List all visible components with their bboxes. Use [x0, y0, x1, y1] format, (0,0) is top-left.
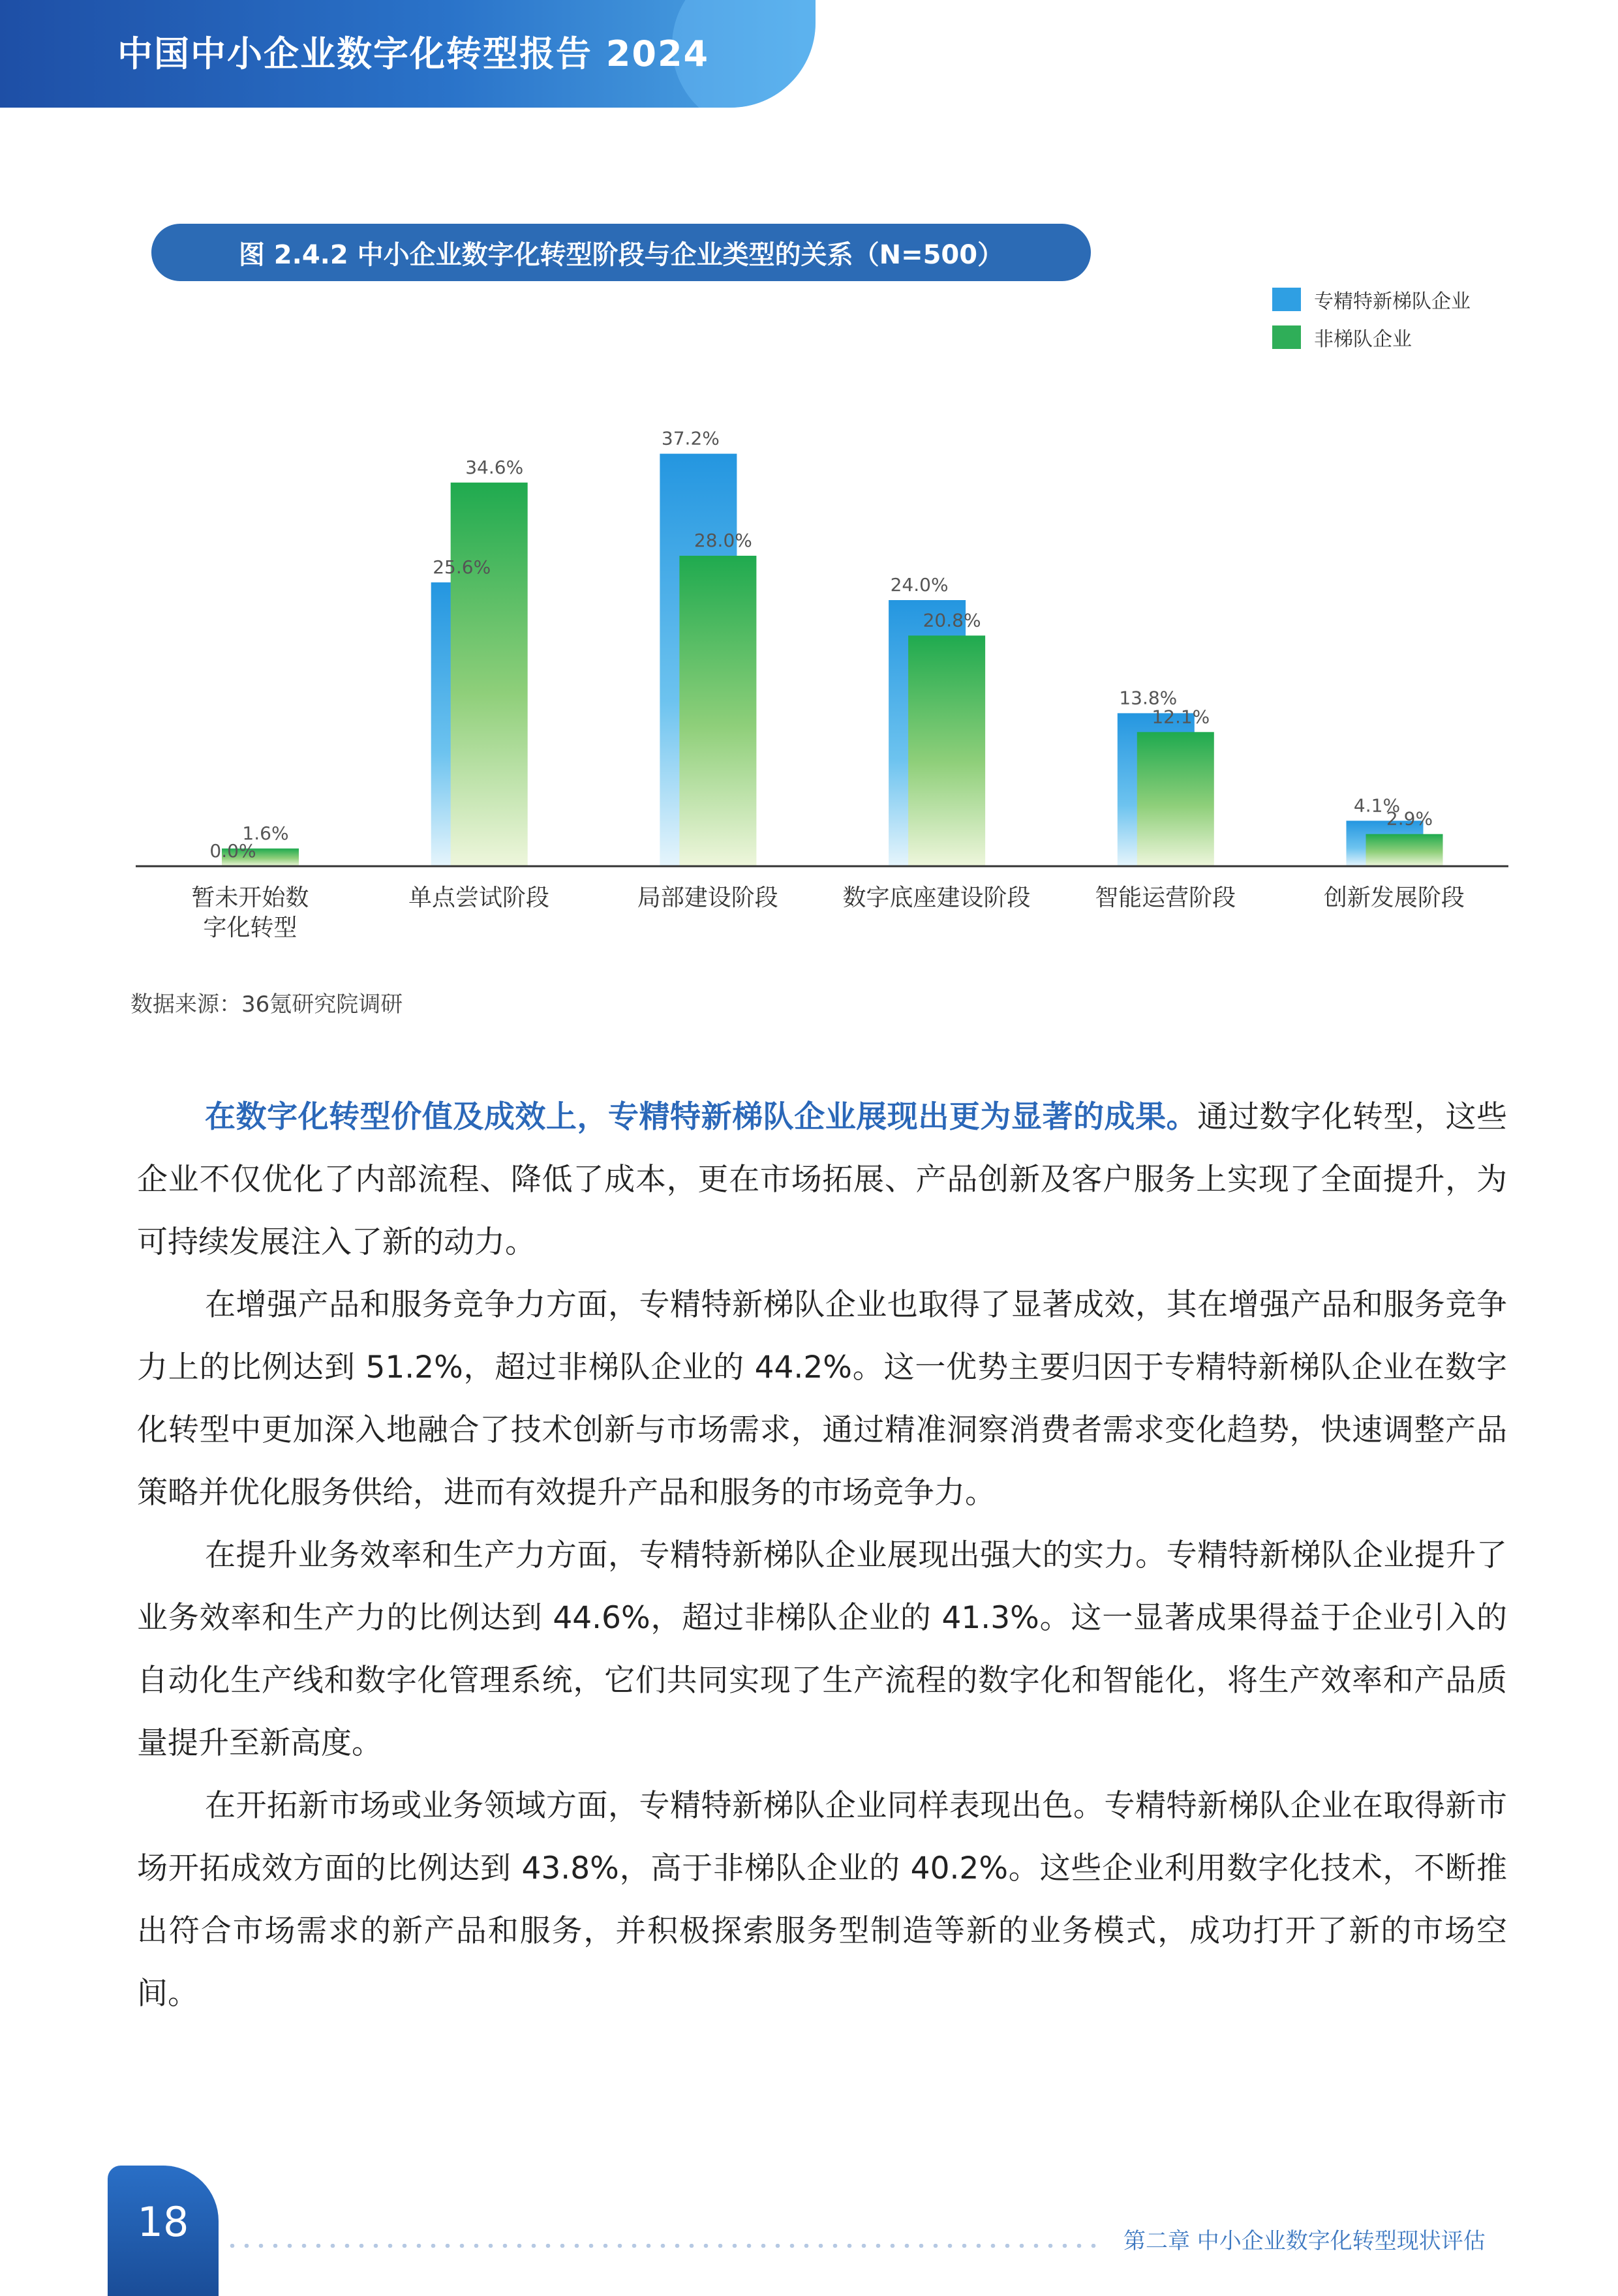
category-label-0-line-1: 字化转型	[203, 914, 298, 941]
value-label-non-tier-4: 12.1%	[1152, 706, 1210, 728]
category-label-5: 创新发展阶段	[1323, 884, 1465, 911]
footer-dotted-line	[225, 2244, 1099, 2248]
value-label-specialized-3: 24.0%	[890, 574, 949, 596]
footer-chapter-title: 第二章 中小企业数字化转型现状评估	[1123, 2228, 1486, 2254]
category-label-4: 智能运营阶段	[1095, 884, 1236, 911]
chart-legend	[1272, 280, 1471, 356]
paragraph-4: 在开拓新市场或业务领域方面，专精特新梯队企业同样表现出色。专精特新梯队企业在取得新市场开拓成效方面的比例达到 43.8%，高于非梯队企业的 40.2%。这些企业利用数字化技术，不断推出符合市场需求的新产品和服务，并积极探索服务型制造等新的业务模式，成功打开了新的市场空间。	[137, 1788, 1507, 2012]
paragraph-1-lead: 在数字化转型价值及成效上，专精特新梯队企业展现出更为显著的成果。	[205, 1099, 1198, 1135]
bar-non-tier-5	[1366, 834, 1443, 866]
value-label-specialized-0: 0.0%	[209, 840, 256, 862]
data-source-note: 数据来源：36氪研究院调研	[130, 991, 403, 1018]
value-label-non-tier-0: 1.6%	[242, 822, 289, 844]
category-label-3: 数字底座建设阶段	[842, 884, 1031, 911]
paragraph-2: 在增强产品和服务竞争力方面，专精特新梯队企业也取得了显著成效，其在增强产品和服务竞争力上的比例达到 51.2%，超过非梯队企业的 44.2%。这一优势主要归因于专精特新梯队企业在数字化转型中更加深入地融合了技术创新与市场需求，通过精准洞察消费者需求变化趋势，快速调整产品策略并优化服务供给，进而有效提升产品和服务的市场竞争力。	[137, 1287, 1507, 1511]
value-label-non-tier-3: 20.8%	[923, 609, 981, 631]
legend-swatch-specialized	[1272, 288, 1301, 311]
category-label-2: 局部建设阶段	[637, 884, 778, 911]
paragraph-1	[137, 1086, 1507, 1274]
legend-label-specialized: 专精特新梯队企业	[1314, 290, 1471, 313]
bar-non-tier-1	[451, 483, 528, 866]
value-label-non-tier-5: 2.9%	[1386, 808, 1433, 830]
paragraph-3: 在提升业务效率和生产力方面，专精特新梯队企业展现出强大的实力。专精特新梯队企业提升了业务效率和生产力的比例达到 44.6%，超过非梯队企业的 41.3%。这一显著成果得益于企业引入的自动化生产线和数字化管理系统，它们共同实现了生产流程的数字化和智能化，将生产效率和产品质量提升至新高度。	[137, 1537, 1507, 1761]
legend-label-non-tier: 非梯队企业	[1314, 328, 1412, 351]
value-label-specialized-4: 13.8%	[1119, 687, 1178, 709]
value-label-specialized-5: 4.1%	[1353, 794, 1401, 817]
report-title: 中国中小企业数字化转型报告 2024	[117, 33, 710, 74]
category-label-0-line-0: 暂未开始数	[191, 884, 309, 911]
bar-chart	[0, 365, 1618, 965]
bar-non-tier-3	[908, 635, 985, 866]
header-banner	[0, 0, 816, 108]
bar-non-tier-4	[1137, 732, 1214, 866]
paragraph-1-text: 通过数字化转型，这些企业不仅优化了内部流程、降低了成本，更在市场拓展、产品创新及客户服务上实现了全面提升，为可持续发展注入了新的动力。	[137, 1099, 1508, 1260]
body-text	[137, 1086, 1507, 2025]
value-label-specialized-1: 25.6%	[433, 556, 491, 578]
legend-swatch-non-tier	[1272, 325, 1301, 349]
legend-item-non-tier	[1272, 318, 1471, 356]
value-label-specialized-2: 37.2%	[661, 427, 720, 449]
value-label-non-tier-1: 34.6%	[465, 456, 524, 478]
value-label-non-tier-2: 28.0%	[694, 530, 752, 551]
legend-item-specialized	[1272, 280, 1471, 318]
chart-title: 图 2.4.2 中小企业数字化转型阶段与企业类型的关系（N=500）	[151, 224, 1091, 281]
page-number: 18	[108, 2166, 219, 2296]
category-label-1: 单点尝试阶段	[408, 884, 550, 911]
bar-non-tier-2	[679, 556, 756, 866]
